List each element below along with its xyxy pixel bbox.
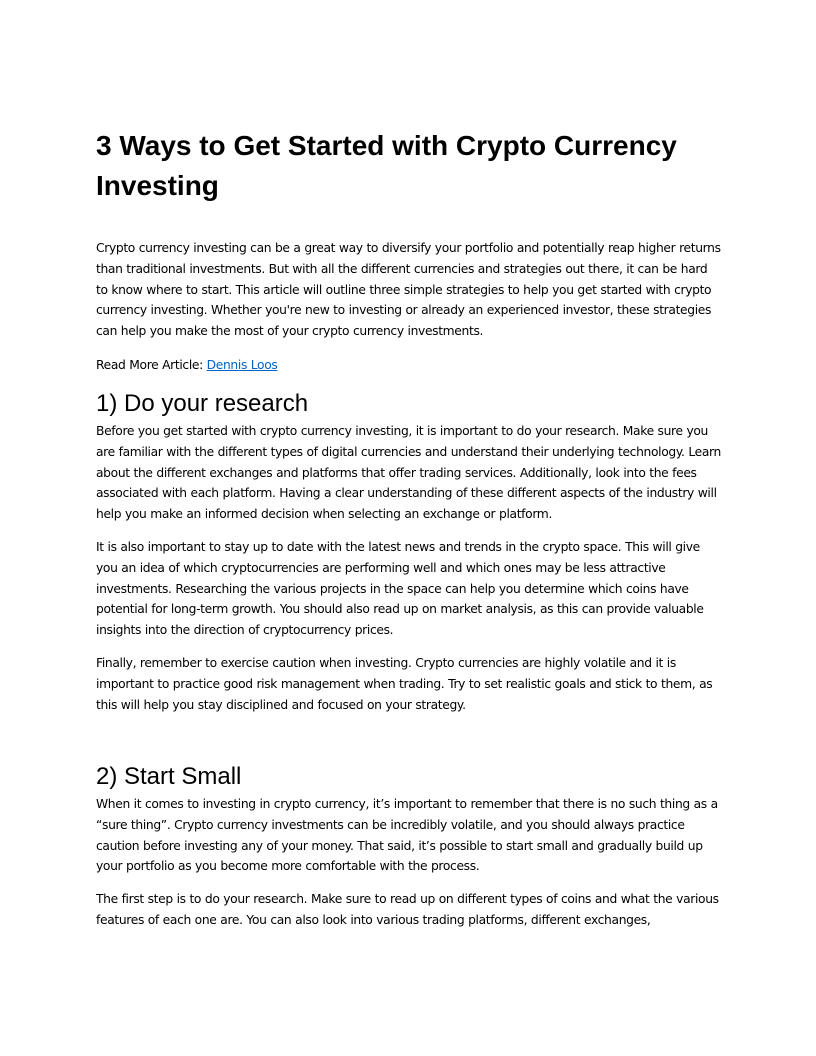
- read-more-line: [96, 355, 722, 376]
- start-small-paragraph-1: When it comes to investing in crypto currency, it’s important to remember that there is no such thing as a “sure thing”. Crypto currency investments can be incredibly volatile, and you should always practice caution before investing any of your money. That said, it’s possible to start small and gradually build up your portfolio as you become more comfortable with the process.: [96, 797, 718, 874]
- start-small-paragraph-2: The first step is to do your research. Make sure to read up on different types of coins and what the various features of each one are. You can also look into various trading platforms, different exchanges,: [96, 892, 719, 927]
- research-paragraph-1: Before you get started with crypto currency investing, it is important to do your research. Make sure you are familiar with the different types of digital currencies and understand their underlying technology. Learn about the different exchanges and platforms that offer trading services. Additionally, look into the fees associated with each platform. Having a clear understanding of these different aspects of the industry will help you make an informed decision when selecting an exchange or platform.: [96, 424, 721, 522]
- research-paragraph-3: Finally, remember to exercise caution when investing. Crypto currencies are highly volatile and it is important to practice good risk management when trading. Try to set realistic goals and stick to them, as this will help you stay disciplined and focused on your strategy.: [96, 656, 713, 712]
- document-title: 3 Ways to Get Started with Crypto Currency Investing: [96, 130, 677, 201]
- research-paragraph-2: It is also important to stay up to date with the latest news and trends in the crypto space. This will give you an idea of which cryptocurrencies are performing well and which ones may be less attractive investments. Researching the various projects in the space can help you determine which coins have potential for long-term growth. You should also read up on market analysis, as this can provide valuable insights into the direction of cryptocurrency prices.: [96, 540, 704, 638]
- dennis-loos-link[interactable]: Dennis Loos: [206, 358, 278, 372]
- intro-paragraph: Crypto currency investing can be a great way to diversify your portfolio and potentially reap higher returns than traditional investments. But with all the different currencies and strategies out there, it can be hard to know where to start. This article will outline three simple strategies to help you get started with crypto currency investing. Whether you're new to investing or already an experienced investor, these strategies can help you make the most of your crypto currency investments.: [96, 241, 721, 339]
- section-heading-research: 1) Do your research: [96, 390, 309, 417]
- section-heading-start-small: 2) Start Small: [96, 763, 242, 790]
- read-more-label: Read More Article:: [96, 358, 207, 372]
